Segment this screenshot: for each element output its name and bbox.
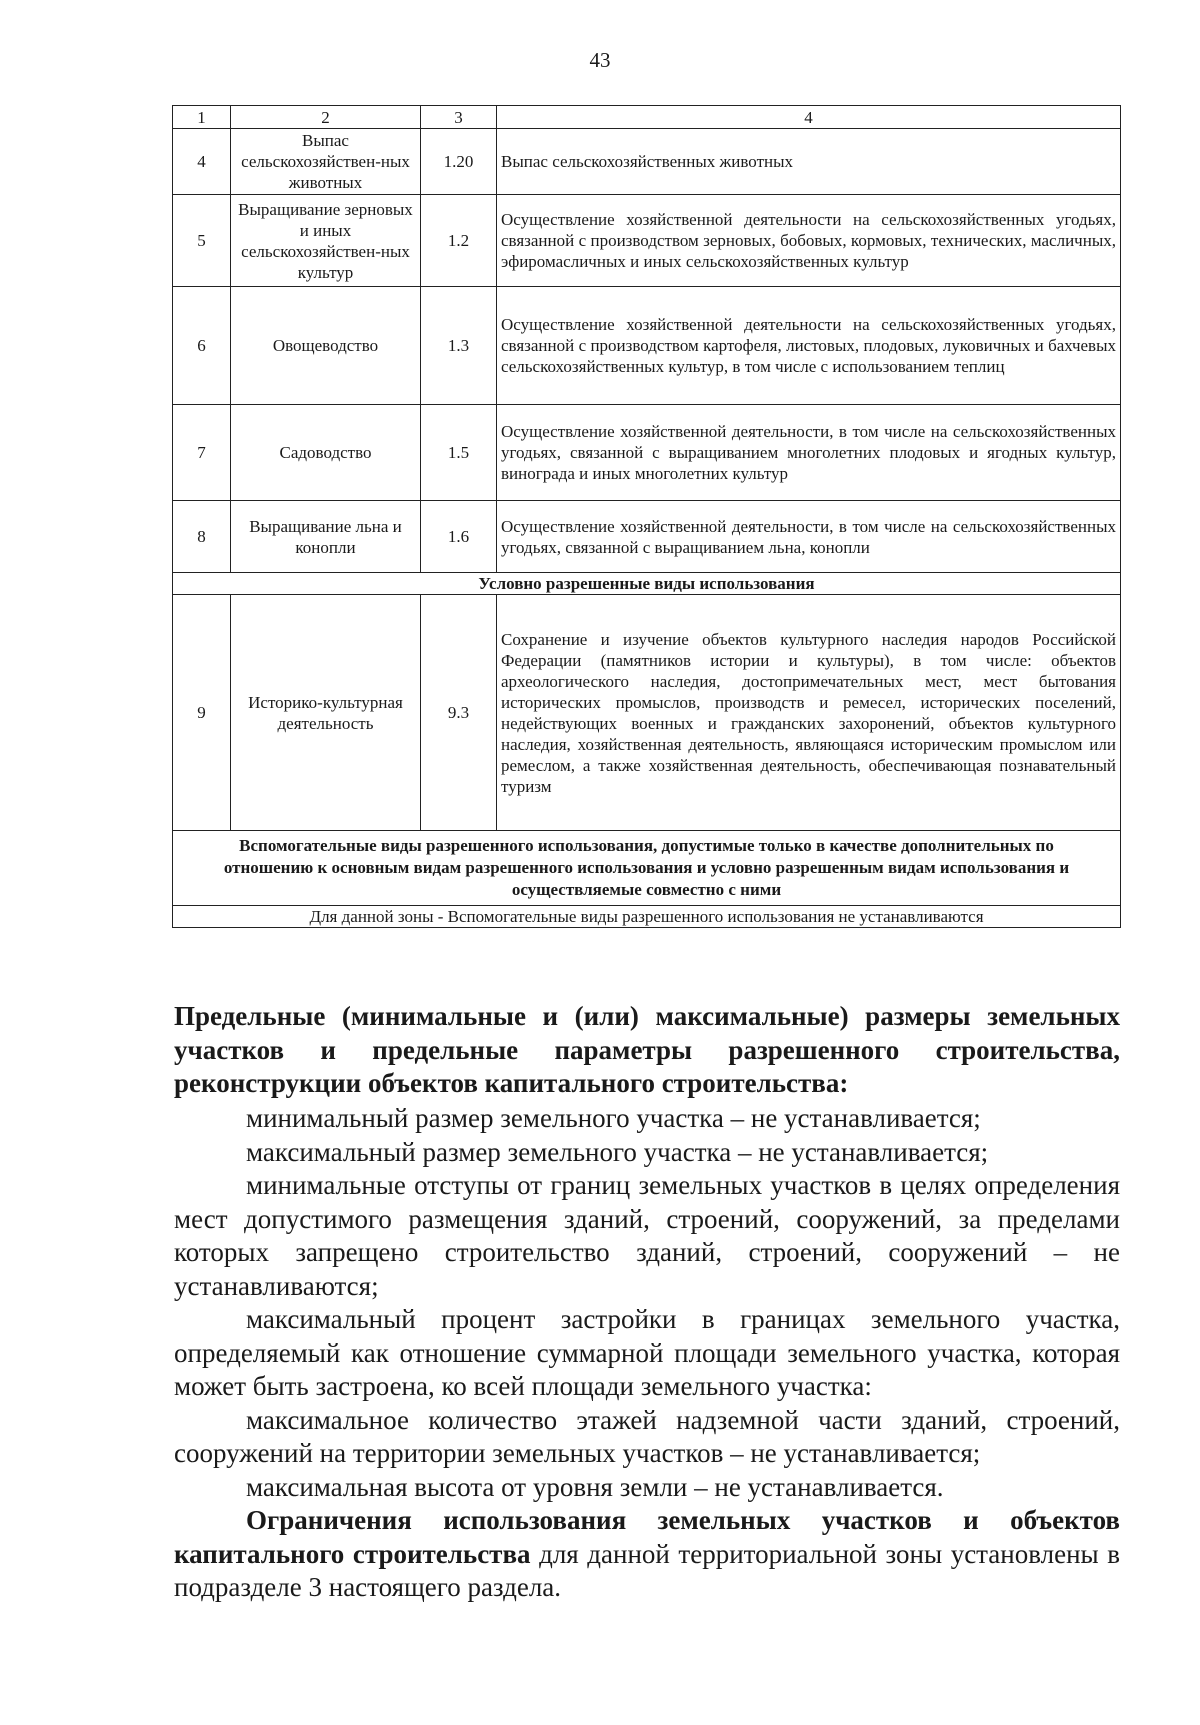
paragraph: максимальный процент застройки в границах земельного участка, определяемый как отношение суммарной площади земельного участка, которая может быть застроена, ко всей площади земельного участка: [174, 1304, 1120, 1401]
section-heading: Предельные (минимальные и (или) максимальные) размеры земельных участков и предельные параметры разрешенного строительства, реконструкции объектов капитального строительства: [174, 1001, 1120, 1098]
header-cell: 2 [231, 106, 421, 129]
parameters-body [174, 1102, 1120, 1605]
header-cell: 1 [173, 106, 231, 129]
section-row-conditional [173, 573, 1121, 595]
use-description: Осуществление хозяйственной деятельности на сельскохозяйственных угодьях, связанной с производством картофеля, листовых, плодовых, луковичных и бахчевых сельскохозяйственных культур, в том числе с использованием теплиц [497, 287, 1121, 405]
paragraph: максимальный размер земельного участка – не устанавливается; [246, 1136, 989, 1167]
use-name: Выращивание льна и конопли [231, 501, 421, 573]
table-row [173, 287, 1121, 405]
use-description: Осуществление хозяйственной деятельности, в том числе на сельскохозяйственных угодьях, связанной с выращиванием льна, конопли [497, 501, 1121, 573]
table-header-row [173, 106, 1121, 129]
use-code: 1.20 [421, 129, 497, 195]
land-use-table [172, 105, 1121, 928]
use-description: Осуществление хозяйственной деятельности, в том числе на сельскохозяйственных угодьях, связанной с выращиванием многолетних плодовых и ягодных культур, винограда и иных многолетних культур [497, 405, 1121, 501]
section-title: Вспомогательные виды разрешенного использования, допустимые только в качестве дополнительных по отношению к основным видам разрешенного использования и условно разрешенным видам использования и осуществляемые совместно с ними [173, 831, 1121, 906]
table-row [173, 501, 1121, 573]
use-code: 1.2 [421, 195, 497, 287]
note-text: Для данной зоны - Вспомогательные виды разрешенного использования не устанавливаются [173, 906, 1121, 928]
note-row [173, 906, 1121, 928]
use-code: 1.6 [421, 501, 497, 573]
row-number: 4 [173, 129, 231, 195]
use-description: Выпас сельскохозяйственных животных [497, 129, 1121, 195]
paragraph: минимальный размер земельного участка – не устанавливается; [246, 1103, 981, 1133]
use-description: Сохранение и изучение объектов культурного наследия народов Российской Федерации (памятников истории и культуры), в том числе: объектов археологического наследия, достопримечательных мест, мест бытования исторических промыслов, производств и ремесел, исторических поселений, недействующих военных и гражданских захоронений, объектов культурного наследия, хозяйственная деятельность, являющаяся историческим промыслом или ремеслом, а также хозяйственная деятельность, обеспечивающая познавательный туризм [497, 595, 1121, 831]
section-title: Условно разрешенные виды использования [173, 573, 1121, 595]
table-row [173, 405, 1121, 501]
restriction-rest: для данной территориальной зоны установлены в подразделе 3 настоящего раздела. [174, 1538, 1120, 1602]
paragraph: максимальное количество этажей надземной части зданий, строений, сооружений на территории земельных участков – не устанавливается; [174, 1404, 1120, 1468]
paragraph: максимальная высота от уровня земли – не устанавливается. [246, 1471, 944, 1502]
use-description: Осуществление хозяйственной деятельности на сельскохозяйственных угодьях, связанной с производством зерновых, бобовых, кормовых, технических, масличных, эфиромасличных и иных сельскохозяйственных культур [497, 195, 1121, 287]
use-code: 9.3 [421, 595, 497, 831]
header-cell: 3 [421, 106, 497, 129]
section-row-auxiliary [173, 831, 1121, 906]
use-name: Выпас сельскохозяйствен-ных животных [231, 129, 421, 195]
row-number: 8 [173, 501, 231, 573]
use-name: Овощеводство [231, 287, 421, 405]
paragraph: минимальные отступы от границ земельных участков в целях определения мест допустимого размещения зданий, строений, сооружений, за пределами которых запрещено строительство зданий, строений, сооружений – не устанавливаются; [174, 1170, 1120, 1301]
row-number: 5 [173, 195, 231, 287]
table-row [173, 595, 1121, 831]
restriction-paragraph [174, 1504, 1120, 1605]
use-name: Историко-культурная деятельность [231, 595, 421, 831]
table-row [173, 129, 1121, 195]
page-number: 43 [589, 48, 611, 72]
row-number: 9 [173, 595, 231, 831]
row-number: 6 [173, 287, 231, 405]
use-code: 1.5 [421, 405, 497, 501]
table-row [173, 195, 1121, 287]
use-name: Садоводство [231, 405, 421, 501]
use-name: Выращивание зерновых и иных сельскохозяйствен-ных культур [231, 195, 421, 287]
row-number: 7 [173, 405, 231, 501]
header-cell: 4 [497, 106, 1121, 129]
use-code: 1.3 [421, 287, 497, 405]
restriction-bold: Ограничения использования земельных участков и объектов капитального строительства [174, 1505, 1120, 1569]
